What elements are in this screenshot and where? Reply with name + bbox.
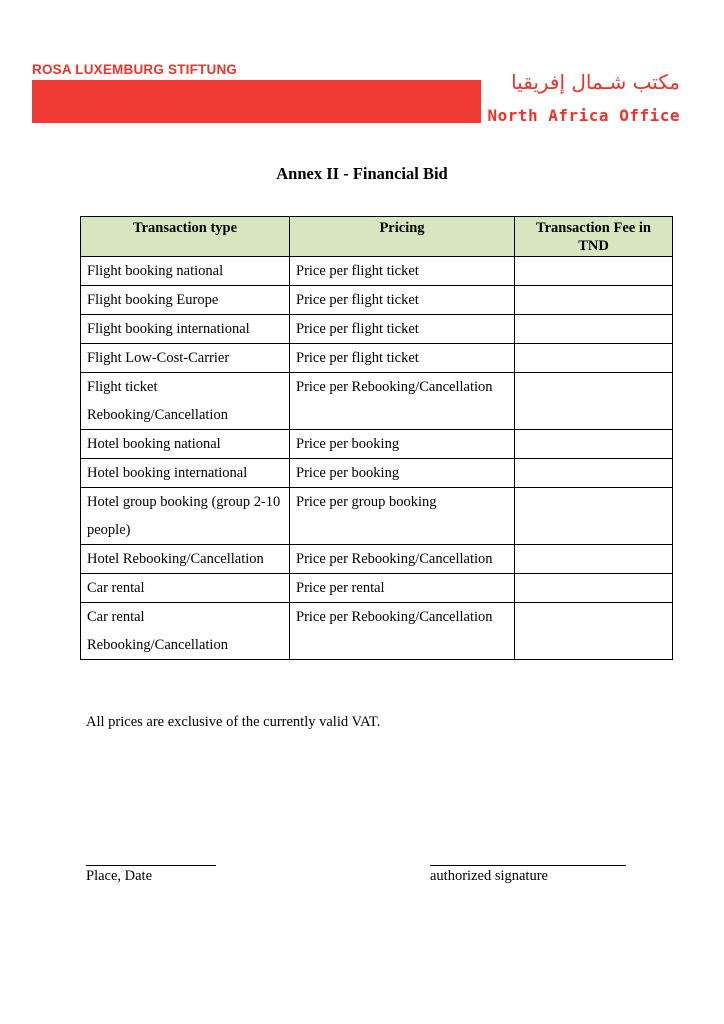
signature-line[interactable] <box>430 865 626 866</box>
transaction-type-cell: Flight booking Europe <box>81 286 290 315</box>
transaction-type-cell: Flight ticket Rebooking/Cancellation <box>81 373 290 430</box>
table-row <box>81 257 673 286</box>
office-name: North Africa Office <box>487 106 680 125</box>
pricing-cell: Price per Rebooking/Cancellation <box>290 603 515 660</box>
pricing-cell: Price per Rebooking/Cancellation <box>290 545 515 574</box>
fee-cell[interactable] <box>515 603 673 660</box>
vat-note: All prices are exclusive of the currently valid VAT. <box>86 714 381 730</box>
transaction-type-cell: Hotel booking international <box>81 459 290 488</box>
transaction-type-cell: Hotel booking national <box>81 430 290 459</box>
org-name: ROSA LUXEMBURG STIFTUNG <box>32 62 238 77</box>
fee-cell[interactable] <box>515 574 673 603</box>
financial-bid-table <box>80 216 673 660</box>
document-title: Annex II - Financial Bid <box>276 164 448 183</box>
fee-cell[interactable] <box>515 315 673 344</box>
table-row <box>81 315 673 344</box>
fee-cell[interactable] <box>515 286 673 315</box>
fee-cell[interactable] <box>515 488 673 545</box>
transaction-type-cell: Flight booking national <box>81 257 290 286</box>
transaction-type-cell: Hotel Rebooking/Cancellation <box>81 545 290 574</box>
pricing-cell: Price per booking <box>290 459 515 488</box>
pricing-cell: Price per booking <box>290 430 515 459</box>
pricing-cell: Price per Rebooking/Cancellation <box>290 373 515 430</box>
pricing-cell: Price per flight ticket <box>290 257 515 286</box>
arabic-office-name: مكتب شـمال إفريقيا <box>511 70 680 94</box>
pricing-cell: Price per flight ticket <box>290 286 515 315</box>
pricing-cell: Price per group booking <box>290 488 515 545</box>
fee-cell[interactable] <box>515 459 673 488</box>
table-row <box>81 430 673 459</box>
place-date-label: Place, Date <box>86 868 153 884</box>
table-row <box>81 459 673 488</box>
fee-cell[interactable] <box>515 545 673 574</box>
place-date-line[interactable] <box>86 865 216 866</box>
table-header-row <box>81 217 673 257</box>
table-row <box>81 488 673 545</box>
table-row <box>81 574 673 603</box>
table-row <box>81 603 673 660</box>
transaction-type-cell: Car rental Rebooking/Cancellation <box>81 603 290 660</box>
signature-label: authorized signature <box>430 868 548 884</box>
transaction-type-cell: Flight booking international <box>81 315 290 344</box>
fee-cell[interactable] <box>515 430 673 459</box>
table-row <box>81 545 673 574</box>
pricing-cell: Price per rental <box>290 574 515 603</box>
table-row <box>81 286 673 315</box>
transaction-type-cell: Hotel group booking (group 2-10 people) <box>81 488 290 545</box>
transaction-type-cell: Flight Low-Cost-Carrier <box>81 344 290 373</box>
fee-cell[interactable] <box>515 373 673 430</box>
header-transaction-type: Transaction type <box>81 217 290 257</box>
header-transaction-fee: Transaction Fee in TND <box>515 217 673 257</box>
header-pricing: Pricing <box>290 217 515 257</box>
table-row <box>81 373 673 430</box>
pricing-cell: Price per flight ticket <box>290 344 515 373</box>
transaction-type-cell: Car rental <box>81 574 290 603</box>
fee-cell[interactable] <box>515 257 673 286</box>
brand-bar <box>32 80 481 123</box>
pricing-cell: Price per flight ticket <box>290 315 515 344</box>
table-row <box>81 344 673 373</box>
fee-cell[interactable] <box>515 344 673 373</box>
